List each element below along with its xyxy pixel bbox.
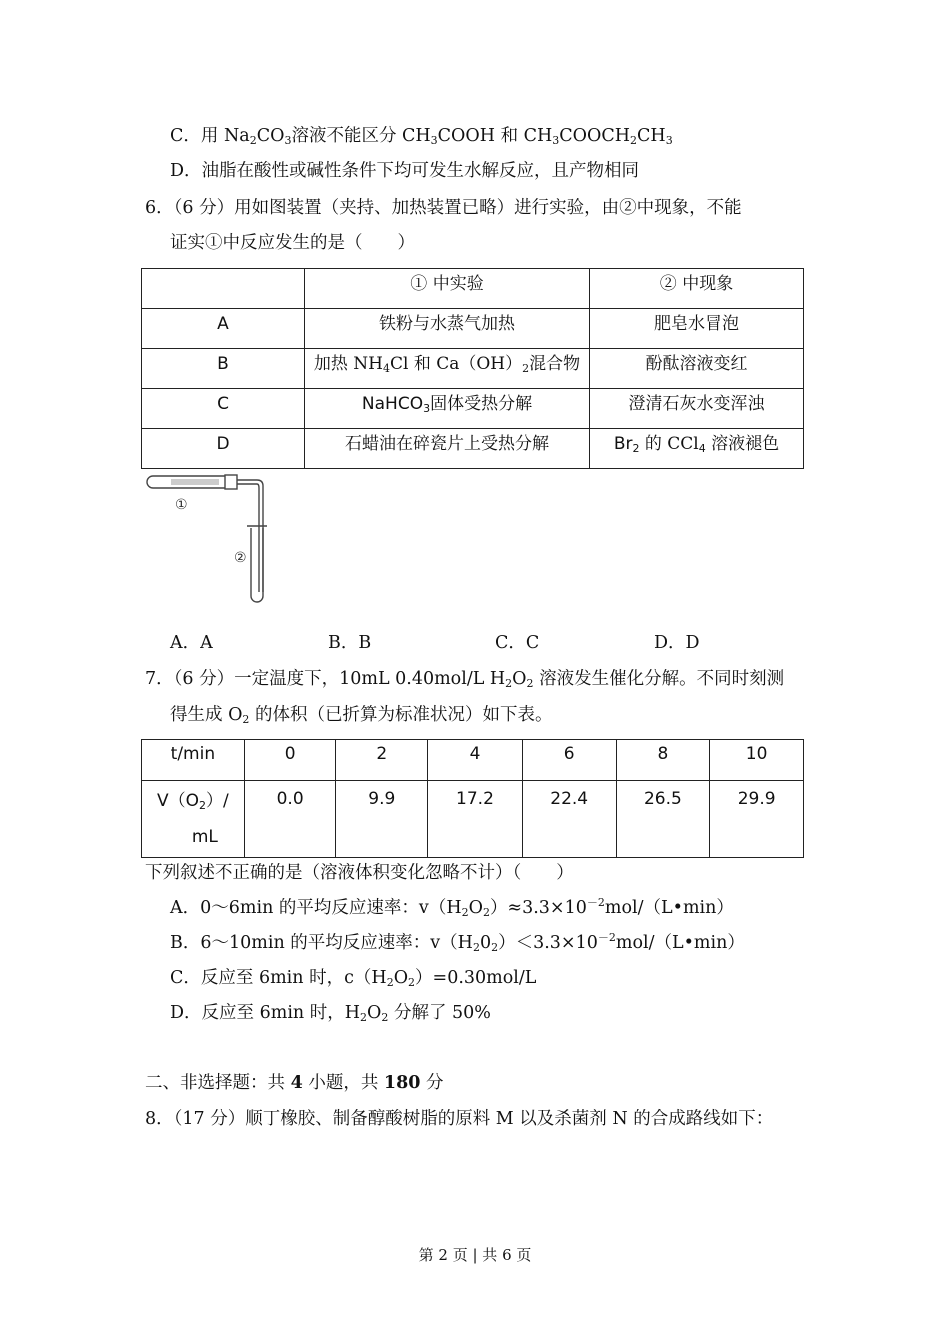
q6-row-obs: $Br_2$ 的 CCl$_4$ 溶液褪色 [590,429,804,469]
q6-choice-c: C．C [495,633,540,653]
q6-header-exp: ① 中实验 [305,269,590,309]
q6-table [141,268,804,469]
q7-time-cell: 6 [522,740,616,781]
q6-row-obs: 澄清石灰水变浑浊 [590,389,804,429]
q7-stem: 下列叙述不正确的是（溶液体积变化忽略不计）（ ） [145,863,574,883]
q7-volume-cell: 22.4 [522,781,616,858]
q7-header-label: t/min [142,740,245,781]
q6-header-obs: ② 中现象 [590,269,804,309]
q7-volume-cell: 26.5 [616,781,710,858]
q8-stem: 8．（17 分）顺丁橡胶、制备醇酸树脂的原料 M 以及杀菌剂 N 的合成路线如下： [145,1109,774,1129]
table-row [142,389,804,429]
q6-row-label: B [142,349,305,389]
q6-row-label: A [142,309,305,349]
q6-row-exp: 加热 $NH_4Cl$ 和 $Ca(OH)_2$混合物 [305,349,590,389]
q7-stem-line2: 得生成 $O_2$ 的体积（已折算为标准状况）如下表。 [170,705,553,726]
q7-option-a: A．0～6min 的平均反应速率：$v(H_2O_2)\approx 3.3\times 10^{-2}mol/(L•\min)$ [170,896,734,919]
q6-row-obs: 酚酞溶液变红 [590,349,804,389]
q6-choice-b: B．B [328,633,372,653]
q6-row-exp: NaHCO$_3$固体受热分解 [305,389,590,429]
q7-table [141,739,804,858]
q6-stem-line2: 证实①中反应发生的是（ ） [170,233,415,253]
q5-option-d: D．油脂在酸性或碱性条件下均可发生水解反应，且产物相同 [170,161,640,181]
fig-label-2: ② [234,550,247,566]
q7-volume-cell: 29.9 [710,781,804,858]
q6-row-label: D [142,429,305,469]
q6-choice-d: D．D [654,633,700,653]
q7-time-cell: 4 [428,740,523,781]
apparatus-diagram [141,470,271,608]
q7-volume-cell: 0.0 [244,781,336,858]
q7-stem-line1: 7．（6 分）一定温度下，10mL 0.40mol/L $H_2O_2$ 溶液发生催化分解。不同时刻测 [145,669,785,690]
q7-volume-cell: 17.2 [428,781,523,858]
apparatus-figure [141,470,271,608]
q6-choice-a: A．A [170,633,213,653]
table-row [142,781,804,858]
q6-row-label: C [142,389,305,429]
q7-option-b: B．6～10min 的平均反应速率：$v(H_20_2)<3.3\times 10^{-2}mol/(L•\min)$ [170,931,745,954]
q6-row-exp: 铁粉与水蒸气加热 [305,309,590,349]
q7-time-cell: 10 [710,740,804,781]
q6-stem-line1: 6．（6 分）用如图装置（夹持、加热装置已略）进行实验，由②中现象，不能 [145,198,742,218]
table-row [142,740,804,781]
q6-row-obs: 肥皂水冒泡 [590,309,804,349]
page-footer: 第 2 页 | 共 6 页 [418,1246,532,1264]
q5-option-c: C．用 $Na_2CO_3$溶液不能区分 $CH_3COOH$ 和 $CH_3COOCH_2CH_3$ [170,126,673,147]
q7-volume-cell: 9.9 [336,781,428,858]
table-row [142,429,804,469]
section-heading: 二、非选择题：共 4 小题，共 180 分 [145,1073,444,1093]
q7-option-d: D．反应至 6min 时，$H_2O_2$ 分解了 50% [170,1003,491,1024]
table-row [142,349,804,389]
q6-header-blank [142,269,305,309]
q7-time-cell: 2 [336,740,428,781]
q7-option-c: C．反应至 6min 时，$c(H_2O_2)=0.30mol/L$ [170,968,537,989]
q7-row-label: $V(O_2)/$ mL [142,781,245,858]
fig-label-1: ① [175,497,188,513]
q7-time-cell: 0 [244,740,336,781]
table-row [142,309,804,349]
q6-row-exp: 石蜡油在碎瓷片上受热分解 [305,429,590,469]
q7-time-cell: 8 [616,740,710,781]
q6-table-header [142,269,804,309]
